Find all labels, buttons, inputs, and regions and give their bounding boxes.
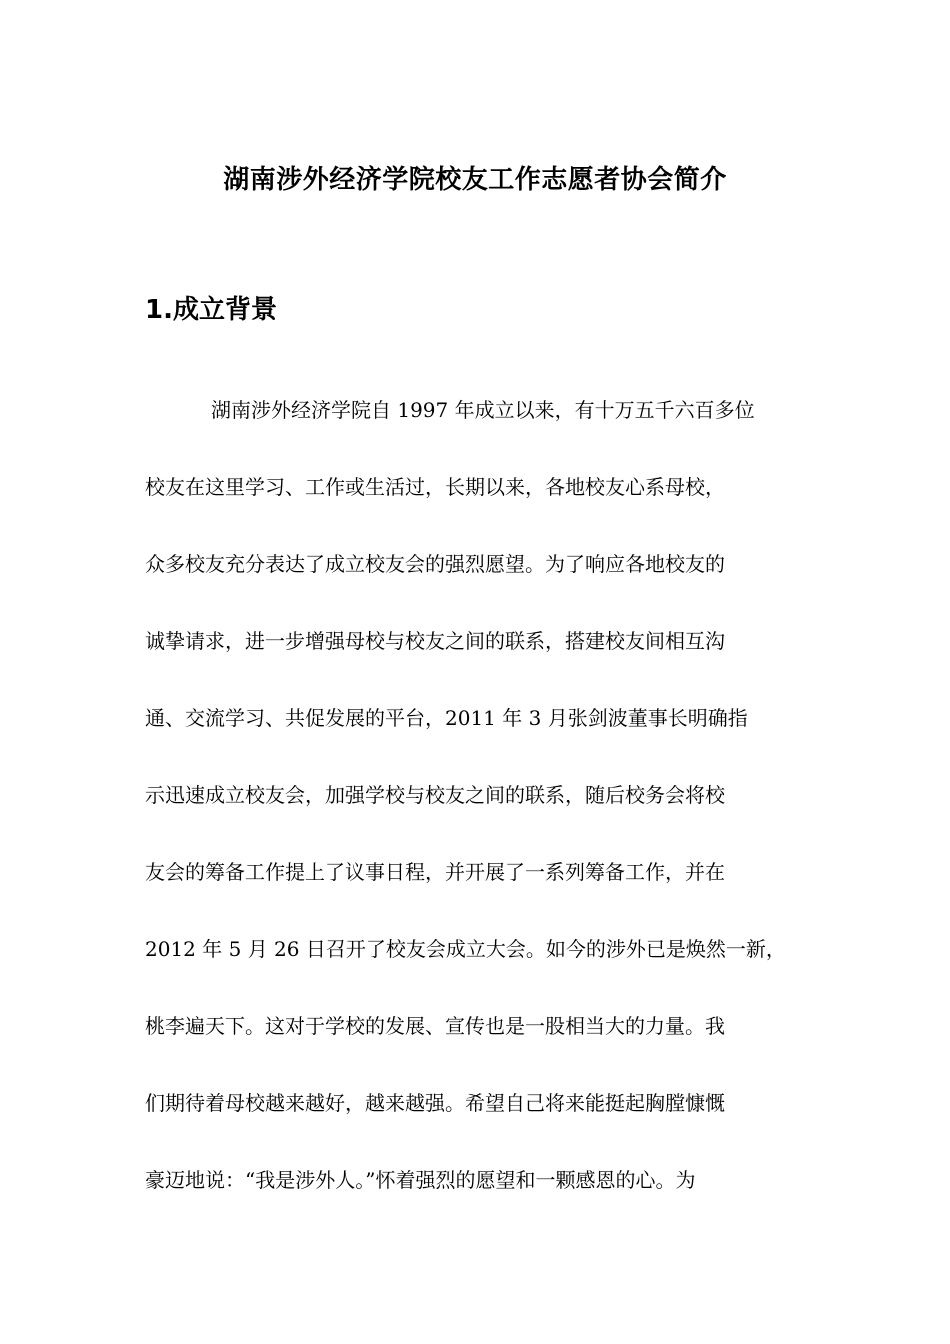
section-body: [145, 392, 835, 1239]
paragraph-line: 2012 年 5 月 26 日召开了校友会成立大会。如今的涉外已是焕然一新，: [145, 937, 786, 961]
paragraph-line: 豪迈地说：“我是涉外人。”怀着强烈的愿望和一颗感恩的心。为: [145, 1168, 696, 1192]
section-heading: 1.成立背景: [145, 295, 277, 325]
paragraph-line: 校友在这里学习、工作或生活过，长期以来，各地校友心系母校，: [145, 475, 725, 499]
paragraph-line: 友会的筹备工作提上了议事日程，并开展了一系列筹备工作，并在: [145, 860, 725, 884]
paragraph-line: 湖南涉外经济学院自 1997 年成立以来，有十万五千六百多位: [211, 398, 755, 422]
paragraph-line: 众多校友充分表达了成立校友会的强烈愿望。为了响应各地校友的: [145, 552, 725, 576]
document-title: 湖南涉外经济学院校友工作志愿者协会简介: [223, 165, 727, 195]
paragraph-line: 桃李遍天下。这对于学校的发展、宣传也是一股相当大的力量。我: [145, 1014, 725, 1038]
paragraph-line: 们期待着母校越来越好，越来越强。希望自己将来能挺起胸膛慷慨: [145, 1091, 725, 1115]
paragraph-line: 通、交流学习、共促发展的平台，2011 年 3 月张剑波董事长明确指: [145, 706, 748, 730]
paragraph-line: 诚挚请求，进一步增强母校与校友之间的联系，搭建校友间相互沟: [145, 629, 725, 653]
paragraph-line: 示迅速成立校友会，加强学校与校友之间的联系，随后校务会将校: [145, 783, 725, 807]
